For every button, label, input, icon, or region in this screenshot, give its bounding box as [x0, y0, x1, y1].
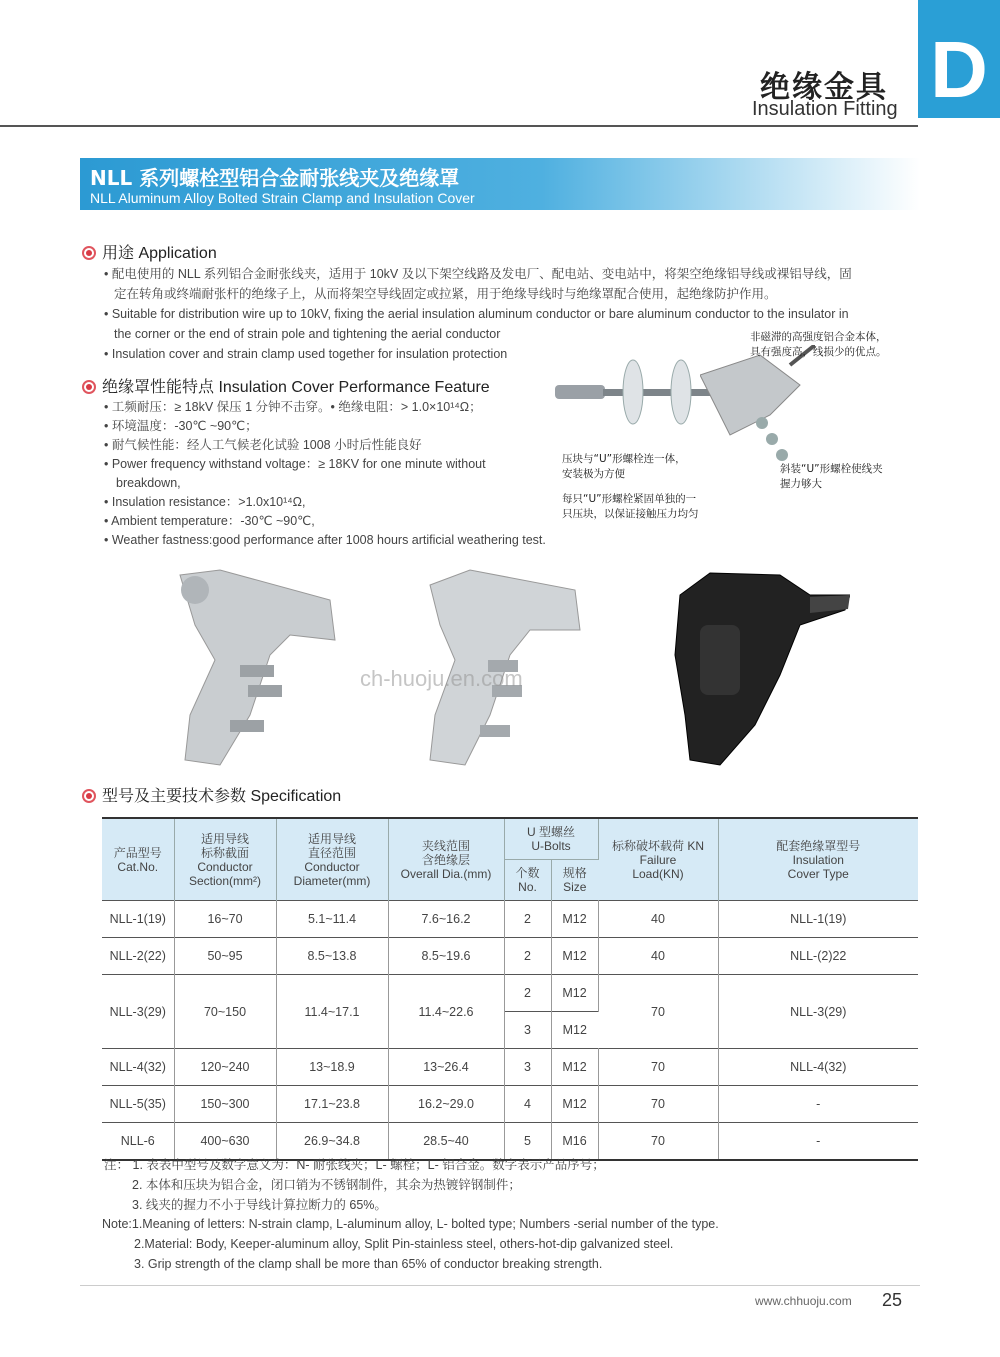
header-conductor-section: 适用导线 标称截面 Conductor Section(mm²) — [174, 818, 276, 901]
notes-label: 注： — [104, 1158, 130, 1172]
cell-overall: 28.5~40 — [388, 1123, 504, 1161]
application-text: • 配电使用的 NLL 系列铝合金耐张线夹，适用于 10kV 及以下架空线路及发电厂、配电站、变电站中，将架空绝缘铝导线或裸铝导线，固 定在转角或终端耐张杆的绝缘子上，从而将架空导线固定或拉紧，用于绝缘导线时与绝缘罩配合使用，起绝缘防护作用。 • Suitable for distribution wire up to 10kV, fixing the aerial insulation aluminum conductor or bare aluminum conductor to the insulator in the corner or the end of strain pole and tightening the aerial conductor • Insulation cover and strain clamp used together for insulation protection — [104, 267, 852, 361]
bullet-icon — [82, 380, 96, 394]
table-row — [102, 938, 918, 975]
cell-size: M12 — [551, 938, 598, 975]
product-title-en: NLL Aluminum Alloy Bolted Strain Clamp and Insulation Cover — [90, 190, 475, 206]
clamp-body-illustration — [700, 345, 815, 465]
cell-cat: NLL-6 — [102, 1123, 174, 1161]
annotation-body: 非磁滞的高强度铝合金本体， 具有强度高，线损少的优点。 — [750, 331, 887, 358]
watermark: ch-huoju.en.com — [360, 666, 523, 691]
bullet-icon — [82, 246, 96, 260]
insulation-cover-photo — [660, 565, 850, 775]
header-cat-no: 产品型号 Cat.No. — [102, 818, 174, 901]
cover-body-highlight — [700, 625, 740, 695]
cell-overall: 13~26.4 — [388, 1049, 504, 1086]
cell-cover: NLL-(2)22 — [718, 938, 918, 975]
u-bolt-nut — [248, 685, 282, 697]
header-divider — [0, 125, 918, 127]
header-bolt-size: 规格 Size — [551, 860, 598, 901]
cell-section: 70~150 — [174, 975, 276, 1049]
annotation-keeper: 压块与“U”形螺栓连一体， 安装极为方便 — [562, 453, 686, 480]
clamp-body — [700, 355, 800, 435]
feature-text: • 工频耐压：≥ 18kV 保压 1 分钟不击穿。• 绝缘电阻：> 1.0×10¹⁴Ω； • 环境温度：-30℃ ~90℃； • 耐气候性能：经人工气候老化试验 1008 小时后性能良好 • Power frequency withstand voltage：≥ 18KV for one minute without breakdown, • Insulation resistance：>1.0x10¹⁴Ω, • Ambient temperature：-30℃ ~90℃, • Weather fastness:good performance after 1008 hours artificial weathering test. — [104, 400, 546, 547]
section-letter: D — [930, 25, 988, 114]
cell-load: 70 — [598, 1123, 718, 1161]
header-u-bolts: U 型螺丝 U-Bolts — [504, 818, 598, 860]
section-title-en: Insulation Fitting — [752, 98, 898, 120]
cell-overall: 7.6~16.2 — [388, 901, 504, 938]
u-bolt-nut — [240, 665, 274, 677]
cell-no: 2 — [504, 975, 551, 1012]
header-cover-type: 配套绝缘罩型号 Insulation Cover Type — [718, 818, 918, 901]
cell-diameter: 5.1~11.4 — [276, 901, 388, 938]
cell-size: M12 — [551, 975, 598, 1012]
cell-no: 4 — [504, 1086, 551, 1123]
cell-size: M12 — [551, 1012, 598, 1049]
u-bolt-nut — [766, 433, 778, 445]
footer-divider — [80, 1285, 920, 1286]
strain-clamp-photo-1 — [160, 565, 340, 775]
cell-size: M12 — [551, 901, 598, 938]
table-row — [102, 1086, 918, 1123]
header-bolt-no: 个数 No. — [504, 860, 551, 901]
cell-diameter: 8.5~13.8 — [276, 938, 388, 975]
u-bolt-nut — [230, 720, 264, 732]
cell-cat: NLL-3(29) — [102, 975, 174, 1049]
cell-load: 70 — [598, 1086, 718, 1123]
cell-cat: NLL-2(22) — [102, 938, 174, 975]
cell-load: 70 — [598, 1049, 718, 1086]
cell-cover: NLL-1(19) — [718, 901, 918, 938]
cell-no: 2 — [504, 901, 551, 938]
notes-en: Note:1.Meaning of letters: N-strain clamp, L-aluminum alloy, L- bolted type; Numbers -serial number of the type. 2.Material: Body, Keeper-aluminum alloy, Split Pin-stainless steel, others-hot-dip galvanized steel. 3. Grip strength of the clamp shall be more than 65% of conductor breaking strength. — [102, 1217, 719, 1271]
specification-table — [102, 817, 918, 1161]
cell-cover: - — [718, 1086, 918, 1123]
table-row — [102, 975, 918, 1012]
cell-section: 16~70 — [174, 901, 276, 938]
cell-no: 3 — [504, 1012, 551, 1049]
header-conductor-diameter: 适用导线 直径范围 Conductor Diameter(mm) — [276, 818, 388, 901]
cell-cat: NLL-4(32) — [102, 1049, 174, 1086]
product-title-cn: NLL 系列螺栓型铝合金耐张线夹及绝缘罩 — [90, 166, 460, 190]
cell-overall: 16.2~29.0 — [388, 1086, 504, 1123]
application-heading: 用途 Application — [82, 240, 217, 263]
cell-load: 40 — [598, 901, 718, 938]
cell-size: M12 — [551, 1086, 598, 1123]
cell-cat: NLL-5(35) — [102, 1086, 174, 1123]
cell-section: 120~240 — [174, 1049, 276, 1086]
header-failure-load: 标称破坏载荷 KN Failure Load(KN) — [598, 818, 718, 901]
cell-overall: 11.4~22.6 — [388, 975, 504, 1049]
u-bolt-nut — [756, 417, 768, 429]
cell-section: 150~300 — [174, 1086, 276, 1123]
cell-section: 50~95 — [174, 938, 276, 975]
section-title-cn: 绝缘金具 — [760, 70, 888, 105]
cell-size: M12 — [551, 1049, 598, 1086]
table-row — [102, 1049, 918, 1086]
insulator-disc — [623, 360, 643, 424]
cell-load: 40 — [598, 938, 718, 975]
annotation-ubolt-angle: 斜装“U”形螺栓使线夹 握力够大 — [780, 463, 883, 490]
cell-diameter: 13~18.9 — [276, 1049, 388, 1086]
cell-size: M16 — [551, 1123, 598, 1161]
cell-no: 5 — [504, 1123, 551, 1161]
u-bolt-nut — [480, 725, 510, 737]
table-row — [102, 901, 918, 938]
page-number: 25 — [882, 1290, 903, 1310]
cell-load: 70 — [598, 975, 718, 1049]
cell-no: 2 — [504, 938, 551, 975]
specification-heading: 型号及主要技术参数 Specification — [82, 783, 341, 806]
cell-overall: 8.5~19.6 — [388, 938, 504, 975]
cell-cover: NLL-3(29) — [718, 975, 918, 1049]
cell-diameter: 11.4~17.1 — [276, 975, 388, 1049]
cell-section: 400~630 — [174, 1123, 276, 1161]
notes-cn: 注： 1. 表表中型号及数字意义为：N- 耐张线夹；L- 螺栓；L- 铝合金。数字表示产品序号； 2. 本体和压块为铝合金，闭口销为不锈钢制件，其余为热镀锌钢制件； 3. 线夹的握力不小于导线计算拉断力的 65%。 — [104, 1158, 605, 1212]
cell-cover: - — [718, 1123, 918, 1161]
cell-diameter: 17.1~23.8 — [276, 1086, 388, 1123]
cell-cat: NLL-1(19) — [102, 901, 174, 938]
cell-cover: NLL-4(32) — [718, 1049, 918, 1086]
u-bolt-nut — [776, 449, 788, 461]
feature-heading: 绝缘罩性能特点 Insulation Cover Performance Feature — [82, 374, 490, 397]
clevis-fitting — [555, 385, 605, 399]
header-overall-dia: 夹线范围 含绝缘层 Overall Dia.(mm) — [388, 818, 504, 901]
insulator-disc — [671, 360, 691, 424]
annotation-ubolt-keeper: 每只“U”形螺栓紧固单独的一 只压块，以保证接触压力均匀 — [562, 493, 699, 520]
footer-url[interactable]: www.chhuoju.com — [755, 1294, 852, 1308]
cell-no: 3 — [504, 1049, 551, 1086]
bolt-head — [181, 576, 209, 604]
bullet-icon — [82, 789, 96, 803]
cell-diameter: 26.9~34.8 — [276, 1123, 388, 1161]
